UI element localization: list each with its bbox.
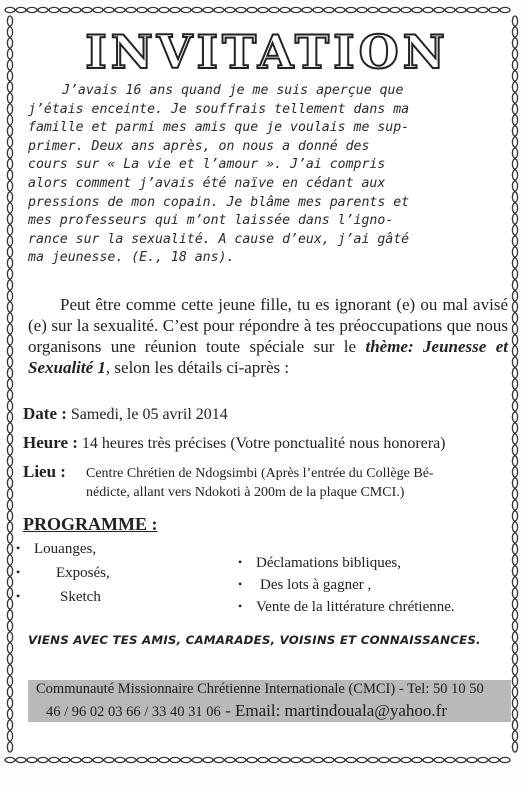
- border-link: [512, 137, 517, 147]
- border-link: [7, 742, 12, 752]
- border-link: [368, 7, 378, 12]
- border-link: [401, 757, 411, 762]
- border-link: [512, 214, 517, 224]
- border-link: [7, 478, 12, 488]
- border-link: [512, 258, 517, 268]
- testimony-line: mes professeurs qui m’ont laissée dans l’igno-: [28, 213, 394, 229]
- border-link: [512, 104, 517, 114]
- border-link: [512, 566, 517, 576]
- border-link: [247, 7, 257, 12]
- border-link: [7, 71, 12, 81]
- border-link: [512, 71, 517, 81]
- border-link: [512, 181, 517, 191]
- border-link: [7, 698, 12, 708]
- lieu-value: Centre Chrétien de Ndogsimbi (Après l’entrée du Collège Bé- nédicte, allant vers Ndokoti à 200m de la plaque CMCI.): [86, 466, 434, 500]
- border-link: [302, 757, 312, 762]
- border-link: [512, 49, 517, 59]
- footer-contact-line: [46, 701, 447, 721]
- border-link: [126, 757, 136, 762]
- border-link: [512, 665, 517, 675]
- border-link: [115, 7, 125, 12]
- border-link: [7, 225, 12, 235]
- border-link: [346, 757, 356, 762]
- border-link: [170, 757, 180, 762]
- border-link: [512, 632, 517, 642]
- border-link: [7, 445, 12, 455]
- border-link: [512, 401, 517, 411]
- border-link: [467, 757, 477, 762]
- border-link: [7, 731, 12, 741]
- border-link: [7, 665, 12, 675]
- border-link: [512, 225, 517, 235]
- border-link: [512, 478, 517, 488]
- border-link: [7, 313, 12, 323]
- border-link: [512, 93, 517, 103]
- border-link: [512, 302, 517, 312]
- heure-label: Heure :: [23, 433, 78, 452]
- border-link: [71, 7, 81, 12]
- border-link: [93, 7, 103, 12]
- border-link: [203, 757, 213, 762]
- border-link: [225, 757, 235, 762]
- border-link: [258, 7, 268, 12]
- border-link: [49, 7, 59, 12]
- border-link: [324, 757, 334, 762]
- border-link: [7, 566, 12, 576]
- border-link: [236, 7, 246, 12]
- border-link: [7, 709, 12, 719]
- border-link: [7, 126, 12, 136]
- border-link: [512, 621, 517, 631]
- border-link: [445, 7, 455, 12]
- border-link: [412, 7, 422, 12]
- border-link: [7, 269, 12, 279]
- border-link: [7, 687, 12, 697]
- border-link: [512, 60, 517, 70]
- border-link: [7, 82, 12, 92]
- border-link: [7, 38, 12, 48]
- border-link: [7, 423, 12, 433]
- border-link: [512, 577, 517, 587]
- slogan: VIENS AVEC TES AMIS, CAMARADES, VOISINS ET CONNAISSANCES.: [28, 633, 481, 647]
- testimony-line: ma jeunesse. (E., 18 ans).: [28, 250, 235, 266]
- border-link: [335, 757, 345, 762]
- border-link: [512, 82, 517, 92]
- border-link: [512, 676, 517, 686]
- border-link: [489, 757, 499, 762]
- border-link: [512, 522, 517, 532]
- border-link: [324, 7, 334, 12]
- border-link: [7, 60, 12, 70]
- border-link: [512, 203, 517, 213]
- border-link: [181, 757, 191, 762]
- border-link: [423, 757, 433, 762]
- border-link: [7, 148, 12, 158]
- theme-text: thème: Jeunesse et Sexualité 1: [28, 337, 508, 377]
- border-link: [7, 676, 12, 686]
- border-link: [335, 7, 345, 12]
- border-link: [7, 533, 12, 543]
- border-link: [512, 192, 517, 202]
- testimony-line: cours sur « La vie et l’amour ». J’ai compris: [28, 157, 386, 173]
- border-link: [512, 654, 517, 664]
- border-link: [192, 7, 202, 12]
- border-link: [7, 247, 12, 257]
- border-link: [7, 49, 12, 59]
- border-link: [313, 757, 323, 762]
- testimony-line: pressions de mon copain. Je blâme mes parents et: [28, 194, 410, 210]
- border-link: [7, 522, 12, 532]
- border-link: [225, 7, 235, 12]
- date-value: Samedi, le 05 avril 2014: [70, 406, 228, 423]
- border-link: [82, 757, 92, 762]
- border-link: [38, 7, 48, 12]
- border-link: [159, 757, 169, 762]
- border-link: [49, 757, 59, 762]
- border-link: [401, 7, 411, 12]
- border-link: [126, 7, 136, 12]
- border-link: [302, 7, 312, 12]
- border-link: [60, 7, 70, 12]
- border-link: [357, 7, 367, 12]
- border-link: [7, 379, 12, 389]
- border-link: [7, 104, 12, 114]
- page-title: INVITATION: [85, 25, 449, 79]
- border-link: [512, 170, 517, 180]
- programme-title: PROGRAMME :: [23, 514, 158, 534]
- border-link: [512, 269, 517, 279]
- border-link: [7, 390, 12, 400]
- date-row: [23, 404, 228, 424]
- border-link: [71, 757, 81, 762]
- border-link: [7, 643, 12, 653]
- border-link: [379, 7, 389, 12]
- border-link: [60, 757, 70, 762]
- border-link: [512, 148, 517, 158]
- testimony-line: rance sur la sexualité. A cause d’eux, j’ai gâté: [28, 231, 410, 247]
- border-link: [7, 324, 12, 334]
- date-label: Date :: [23, 404, 67, 423]
- border-link: [512, 456, 517, 466]
- border-link: [512, 698, 517, 708]
- border-link: [7, 434, 12, 444]
- border-link: [7, 544, 12, 554]
- testimony-line: primer. Deux ans après, on nous a donné des: [28, 138, 370, 154]
- border-link: [148, 7, 158, 12]
- invitation-flyer: INVITATION J’avais 16 ans quand je me suis aperçue que j’étais enceinte. Je souffrais tellement dans ma famille et parmi mes amis que je voulais me sup- primer. Deux ans après, on nous a donné des cours sur « La vie et l’amour ». J’ai compris alors comment j’avais été naïve en cédant aux pressions de mon copain. Je blâme mes parents et mes professeurs qui m’ont laissée dans l’igno- rance sur la sexualité. A cause d’eux, j’ai gâté ma jeunesse. (E., 18 ans). Peut être comme cette jeune fille, tu es ignorant (e) ou mal avisé (e) sur la sexualité. C’est pour répondre à tes préoccupations que nous organisons une réunion toute spéciale sur le thème: Jeunesse et Sexualité 1, selon les détails ci-après : Date : Samedi, le 05 avril 2014 Heure : 14 heures très précises (Votre ponctualité nous honorera) Lieu : Centre Chrétien de Ndogsimbi (Après l’entrée du Collège Bé- nédicte, allant vers Ndokoti à 200m de la plaque CMCI.) PROGRAMME : • Louanges, • Exposés, • Sketch • Déclamations bibliques, • Des lots à gagner , • Vente de la littérature chrétienne. VIENS AVEC TES AMIS, CAMARADES, VOISINS ET CONNAISSANCES. Communauté Missionnaire Chrétienne Internationale (CMCI) - Tel: 50 10 50 46 / 96 02 03 66 / 33 40 31 06 - Email: martindouala@yahoo.fr: [4, 4, 521, 766]
- border-link: [512, 434, 517, 444]
- border-link: [512, 588, 517, 598]
- border-link: [7, 610, 12, 620]
- border-link: [512, 533, 517, 543]
- border-link: [512, 709, 517, 719]
- border-link: [7, 368, 12, 378]
- border-link: [313, 7, 323, 12]
- border-link: [236, 757, 246, 762]
- border-link: [7, 214, 12, 224]
- border-link: [512, 16, 517, 26]
- border-link: [423, 7, 433, 12]
- border-link: [478, 7, 488, 12]
- heure-value: 14 heures très précises (Votre ponctualité nous honorera): [81, 435, 446, 452]
- border-link: [280, 757, 290, 762]
- border-link: [500, 7, 510, 12]
- testimony-line: alors comment j’avais été naïve en cédant aux: [28, 175, 386, 191]
- border-link: [368, 757, 378, 762]
- border-link: [7, 115, 12, 125]
- border-link: [434, 7, 444, 12]
- border-link: [7, 500, 12, 510]
- border-link: [7, 203, 12, 213]
- border-link: [7, 170, 12, 180]
- border-link: [7, 159, 12, 169]
- border-link: [512, 313, 517, 323]
- border-link: [7, 654, 12, 664]
- border-link: [93, 757, 103, 762]
- border-link: [203, 7, 213, 12]
- border-link: [7, 456, 12, 466]
- border-link: [27, 7, 37, 12]
- border-link: [512, 291, 517, 301]
- lieu-row: [23, 462, 66, 482]
- border-link: [7, 236, 12, 246]
- border-link: [115, 757, 125, 762]
- border-link: [346, 7, 356, 12]
- border-link: [291, 7, 301, 12]
- border-link: [512, 687, 517, 697]
- border-link: [7, 577, 12, 587]
- border-link: [291, 757, 301, 762]
- border-link: [16, 7, 26, 12]
- border-link: [7, 137, 12, 147]
- border-link: [489, 7, 499, 12]
- border-link: [512, 610, 517, 620]
- border-link: [434, 757, 444, 762]
- border-link: [258, 757, 268, 762]
- border-link: [7, 346, 12, 356]
- footer-contact: [28, 680, 511, 722]
- border-link: [214, 7, 224, 12]
- testimony-line: j’étais enceinte. Je souffrais tellement dans ma: [28, 101, 410, 117]
- border-link: [512, 467, 517, 477]
- border-link: [512, 445, 517, 455]
- border-link: [390, 7, 400, 12]
- border-link: [192, 757, 202, 762]
- border-link: [512, 720, 517, 730]
- border-link: [7, 93, 12, 103]
- border-link: [7, 302, 12, 312]
- border-link: [7, 511, 12, 521]
- border-link: [148, 757, 158, 762]
- border-link: [445, 757, 455, 762]
- border-link: [512, 335, 517, 345]
- border-link: [500, 757, 510, 762]
- border-link: [38, 757, 48, 762]
- border-link: [512, 379, 517, 389]
- border-link: [7, 27, 12, 37]
- border-link: [512, 599, 517, 609]
- border-link: [269, 757, 279, 762]
- border-link: [512, 412, 517, 422]
- border-link: [7, 258, 12, 268]
- testimony-line: J’avais 16 ans quand je me suis aperçue que: [62, 83, 404, 98]
- border-link: [512, 731, 517, 741]
- border-link: [512, 324, 517, 334]
- border-link: [104, 7, 114, 12]
- footer-organization: Communauté Missionnaire Chrétienne Internationale (CMCI) - Tel: 50 10 50: [36, 681, 484, 697]
- intro-paragraph: Peut être comme cette jeune fille, tu es ignorant (e) ou mal avisé (e) sur la sexualité. C’est pour répondre à tes préoccupations que nous organisons une réunion toute spéciale sur le thème: Jeunesse et Sexualité 1, selon les détails ci-après :: [28, 295, 508, 377]
- border-link: [280, 7, 290, 12]
- border-link: [247, 757, 257, 762]
- border-link: [390, 757, 400, 762]
- border-link: [512, 357, 517, 367]
- border-link: [512, 423, 517, 433]
- border-link: [181, 7, 191, 12]
- border-link: [7, 291, 12, 301]
- border-link: [5, 757, 15, 762]
- border-link: [467, 7, 477, 12]
- border-link: [7, 599, 12, 609]
- border-link: [512, 247, 517, 257]
- border-link: [214, 757, 224, 762]
- border-link: [512, 346, 517, 356]
- border-link: [16, 757, 26, 762]
- border-link: [512, 555, 517, 565]
- border-link: [7, 412, 12, 422]
- border-link: [7, 632, 12, 642]
- border-link: [82, 7, 92, 12]
- lieu-label: Lieu :: [23, 462, 66, 481]
- border-link: [137, 757, 147, 762]
- border-link: [170, 7, 180, 12]
- border-link: [7, 280, 12, 290]
- footer-phones: 46 / 96 02 03 66 / 33 40 31 06: [46, 704, 221, 720]
- border-link: [7, 192, 12, 202]
- border-link: [27, 757, 37, 762]
- border-link: [512, 489, 517, 499]
- border-link: [137, 7, 147, 12]
- border-link: [104, 757, 114, 762]
- border-link: [512, 643, 517, 653]
- border-link: [456, 7, 466, 12]
- border-link: [478, 757, 488, 762]
- border-link: [159, 7, 169, 12]
- border-link: [512, 500, 517, 510]
- border-link: [512, 390, 517, 400]
- border-link: [412, 757, 422, 762]
- border-link: [512, 236, 517, 246]
- border-link: [7, 621, 12, 631]
- border-link: [7, 181, 12, 191]
- border-link: [512, 742, 517, 752]
- border-link: [7, 588, 12, 598]
- border-link: [512, 511, 517, 521]
- border-link: [512, 115, 517, 125]
- border-link: [7, 555, 12, 565]
- testimony-paragraph: [28, 82, 506, 268]
- border-link: [7, 489, 12, 499]
- border-link: [7, 401, 12, 411]
- footer-email: - Email: martindouala@yahoo.fr: [220, 701, 448, 720]
- border-link: [7, 16, 12, 26]
- border-link: [269, 7, 279, 12]
- border-link: [357, 757, 367, 762]
- border-link: [512, 38, 517, 48]
- border-link: [456, 757, 466, 762]
- border-link: [512, 368, 517, 378]
- border-link: [512, 126, 517, 136]
- border-link: [5, 7, 15, 12]
- border-link: [512, 159, 517, 169]
- border-link: [512, 280, 517, 290]
- border-link: [7, 335, 12, 345]
- border-link: [7, 357, 12, 367]
- border-link: [7, 467, 12, 477]
- border-link: [379, 757, 389, 762]
- testimony-line: famille et parmi mes amis que je voulais me sup-: [28, 120, 410, 136]
- border-link: [512, 544, 517, 554]
- heure-row: [23, 433, 446, 453]
- border-link: [512, 27, 517, 37]
- border-link: [7, 720, 12, 730]
